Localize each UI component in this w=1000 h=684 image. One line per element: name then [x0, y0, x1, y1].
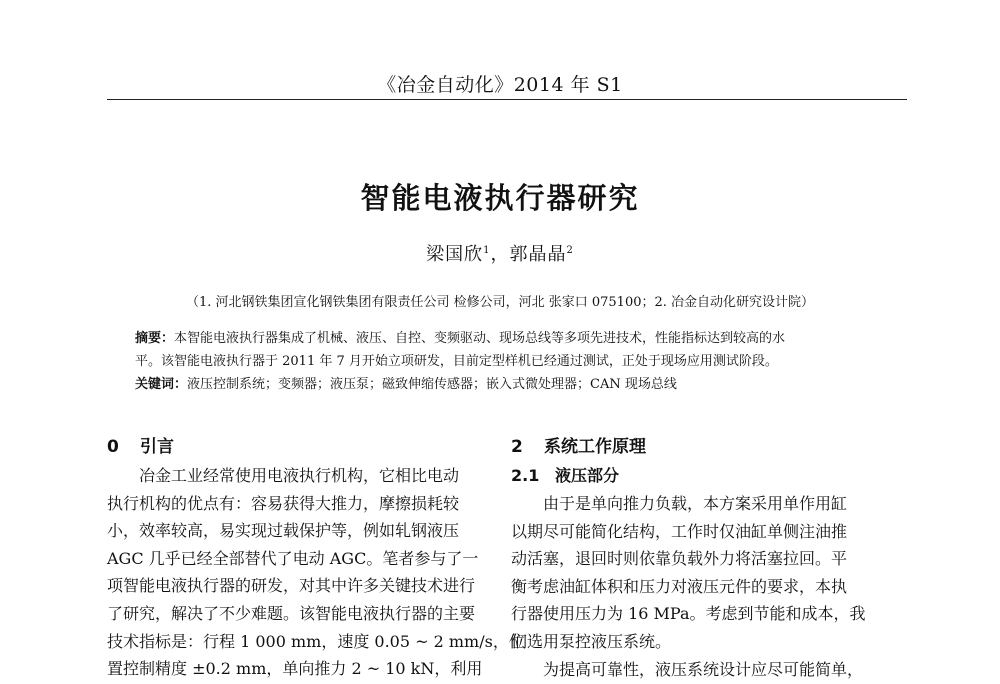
right-column	[511, 432, 906, 683]
section-number: 2	[511, 437, 523, 457]
subsection-title: 液压部分	[555, 466, 620, 485]
body-line: 行器使用压力为 16 MPa。考虑到节能和成本，我	[511, 604, 866, 624]
body-line: 执行机构的优点有：容易获得大推力，摩擦损耗较	[107, 493, 460, 513]
body-line: 以期尽可能简化结构，工作时仅油缸单侧注油推	[511, 521, 848, 541]
section-number: 0	[107, 437, 119, 457]
body-line: 为提高可靠性，液压系统设计应尽可能简单，	[543, 659, 864, 679]
author-separator: ，	[490, 244, 510, 265]
keywords-label: 关键词：	[135, 377, 188, 392]
author-1-affiliation-mark: 1	[483, 245, 491, 256]
body-line: 了研究，解决了不少难题。该智能电液执行器的主要	[107, 603, 476, 623]
left-column	[107, 432, 525, 683]
body-line: 衡考虑油缸体积和压力对液压元件的要求，本执	[511, 576, 848, 596]
section-heading-intro	[107, 432, 502, 462]
keywords-text: 液压控制系统；变频器；液压泵；磁致伸缩传感器；嵌入式微处理器；CAN 现场总线	[187, 377, 677, 392]
affiliation: （1. 河北钢铁集团宣化钢铁集团有限责任公司 检修公司，河北 张家口 075100；2. 冶金自动化研究设计院）	[185, 295, 815, 310]
abstract-text: 本智能电液执行器集成了机械、液压、自控、变频驱动、现场总线等多项先进技术，性能指标达到较高的水	[174, 331, 786, 346]
keywords-line	[135, 373, 873, 396]
journal-header: 《冶金自动化》2014 年 S1	[377, 74, 623, 96]
body-line: 冶金工业经常使用电液执行机构，它相比电动	[139, 466, 460, 485]
body-line: 小，效率较高，易实现过载保护等，例如轧钢液压	[107, 521, 460, 541]
body-line: 技术指标是：行程 1 000 mm，速度 0.05 ~ 2 mm/s，位	[107, 631, 525, 651]
author-2: 郭晶晶	[509, 244, 567, 265]
subsection-heading-hydraulic	[511, 462, 906, 490]
author-2-affiliation-mark: 2	[566, 245, 574, 256]
abstract-block	[135, 327, 873, 396]
paper-title: 智能电液执行器研究	[360, 181, 640, 215]
subsection-number: 2.1	[511, 466, 540, 485]
abstract-line	[135, 327, 873, 350]
author-1: 梁国欣	[426, 244, 484, 265]
header-rule	[107, 99, 907, 100]
body-line: 们选用泵控液压系统。	[511, 631, 672, 651]
section-title: 系统工作原理	[544, 437, 646, 457]
section-title: 引言	[140, 437, 174, 457]
section-heading-principle	[511, 432, 906, 462]
body-line: 由于是单向推力负载，本方案采用单作用缸	[543, 494, 848, 513]
abstract-label: 摘要：	[135, 331, 175, 346]
authors	[0, 240, 1000, 266]
body-line: AGC 几乎已经全部替代了电动 AGC。笔者参与了一	[107, 548, 479, 568]
body-line: 动活塞，退回时则依靠负载外力将活塞拉回。平	[511, 549, 848, 569]
abstract-line: 平。该智能电液执行器于 2011 年 7 月开始立项研发，目前定型样机已经通过测试，正处于现场应用测试阶段。	[135, 354, 778, 369]
body-line: 置控制精度 ±0.2 mm，单向推力 2 ~ 10 kN，利用	[107, 659, 483, 679]
body-line: 项智能电液执行器的研发，对其中许多关键技术进行	[107, 576, 476, 596]
